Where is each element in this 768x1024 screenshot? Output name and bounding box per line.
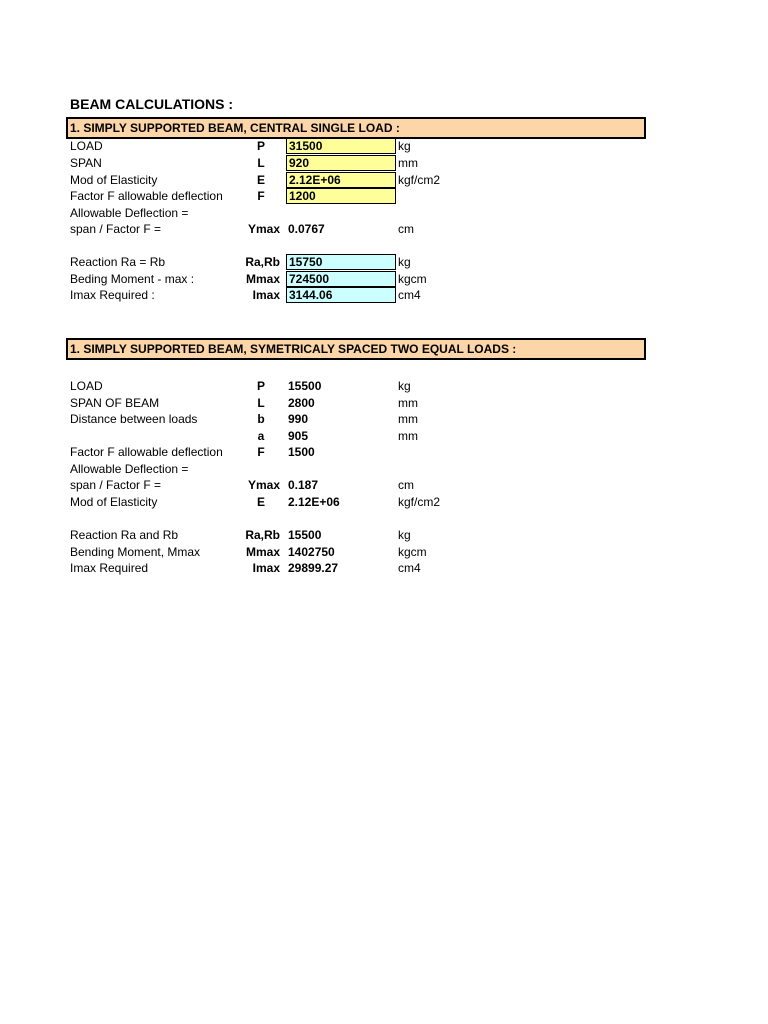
row-symbol: Ymax [247, 478, 280, 492]
span-input-cell[interactable]: 920 [286, 155, 396, 171]
row-unit: cm [398, 478, 414, 492]
row-unit: mm [398, 156, 418, 170]
row-symbol: P [256, 139, 265, 153]
row-symbol: a [257, 429, 265, 443]
s2-row-reaction [0, 527, 768, 543]
row-label: SPAN OF BEAM [70, 396, 160, 410]
page-title: BEAM CALCULATIONS : [70, 96, 234, 112]
imax-result-cell[interactable]: 3144.06 [286, 287, 396, 303]
row-unit: mm [398, 429, 418, 443]
row-unit: kg [398, 139, 411, 153]
row-label: Factor F allowable deflection [70, 445, 223, 459]
row-label: Distance between loads [70, 412, 198, 426]
ymax-value: 0.0767 [288, 222, 325, 236]
s1-row-ymax [0, 221, 768, 237]
s2-row-imax [0, 560, 768, 576]
row-symbol: Mmax [245, 545, 280, 559]
reaction-value: 15500 [288, 528, 322, 542]
row-label: span / Factor F = [70, 222, 162, 236]
row-label: Reaction Ra = Rb [70, 255, 166, 269]
row-unit: mm [398, 412, 418, 426]
load-input-cell[interactable]: 31500 [286, 138, 396, 154]
row-label: Bending Moment, Mmax [70, 545, 201, 559]
row-label: Factor F allowable deflection [70, 189, 223, 203]
span-value[interactable]: 2800 [288, 396, 315, 410]
row-unit: mm [398, 396, 418, 410]
row-symbol: F [257, 189, 265, 203]
s1-row-elasticity [0, 172, 768, 188]
row-label: Reaction Ra and Rb [70, 528, 179, 542]
imax-value: 29899.27 [288, 561, 339, 575]
s2-row-a [0, 428, 768, 444]
row-label: Mod of Elasticity [70, 495, 158, 509]
reaction-result-cell[interactable]: 15750 [286, 254, 396, 270]
row-label: Imax Required : [70, 288, 155, 302]
row-symbol: Ra,Rb [245, 255, 280, 269]
row-unit: kg [398, 255, 411, 269]
s2-row-elasticity [0, 494, 768, 510]
row-label: Allowable Deflection = [70, 462, 189, 476]
row-unit: cm4 [398, 561, 421, 575]
row-symbol: L [257, 396, 265, 410]
a-value[interactable]: 905 [288, 429, 309, 443]
row-symbol: Ymax [247, 222, 280, 236]
row-label: Imax Required [70, 561, 149, 575]
s1-row-load [0, 138, 768, 154]
s2-row-distance [0, 411, 768, 427]
row-label: LOAD [70, 379, 103, 393]
factor-input-cell[interactable]: 1200 [286, 188, 396, 204]
row-unit: cm4 [398, 288, 421, 302]
s2-row-load [0, 378, 768, 394]
s2-row-moment [0, 544, 768, 560]
row-symbol: P [256, 379, 265, 393]
row-unit: kgcm [398, 545, 427, 559]
row-symbol: Ra,Rb [245, 528, 280, 542]
s2-row-factor [0, 444, 768, 460]
s2-row-span [0, 395, 768, 411]
load-value[interactable]: 15500 [288, 379, 322, 393]
s1-row-allowable [0, 205, 768, 221]
row-unit: kgcm [398, 272, 427, 286]
row-symbol: b [257, 412, 265, 426]
elasticity-value[interactable]: 2.12E+06 [288, 495, 340, 509]
s1-row-reaction [0, 254, 768, 270]
row-unit: kgf/cm2 [398, 173, 441, 187]
row-unit: kg [398, 379, 411, 393]
row-symbol: F [257, 445, 265, 459]
row-label: SPAN [70, 156, 102, 170]
row-symbol: E [256, 173, 265, 187]
distance-value[interactable]: 990 [288, 412, 309, 426]
s1-row-imax [0, 287, 768, 303]
row-label: LOAD [70, 139, 103, 153]
row-symbol: L [257, 156, 265, 170]
s2-row-allowable [0, 461, 768, 477]
row-symbol: Imax [252, 561, 280, 575]
section1-header: 1. SIMPLY SUPPORTED BEAM, CENTRAL SINGLE LOAD : [66, 117, 646, 139]
moment-value: 1402750 [288, 545, 335, 559]
moment-result-cell[interactable]: 724500 [286, 271, 396, 287]
s2-row-ymax [0, 477, 768, 493]
s1-row-span [0, 155, 768, 171]
row-symbol: Mmax [245, 272, 280, 286]
elasticity-input-cell[interactable]: 2.12E+06 [286, 172, 396, 188]
row-symbol: E [256, 495, 265, 509]
factor-value[interactable]: 1500 [288, 445, 315, 459]
row-label: Allowable Deflection = [70, 206, 189, 220]
row-unit: kgf/cm2 [398, 495, 441, 509]
s1-row-moment [0, 271, 768, 287]
s1-row-factor [0, 188, 768, 204]
ymax-value: 0.187 [288, 478, 319, 492]
row-label: Beding Moment - max : [70, 272, 195, 286]
row-symbol: Imax [252, 288, 280, 302]
row-unit: cm [398, 222, 414, 236]
section2-header: 1. SIMPLY SUPPORTED BEAM, SYMETRICALY SPACED TWO EQUAL LOADS : [66, 338, 646, 360]
row-label: span / Factor F = [70, 478, 162, 492]
row-unit: kg [398, 528, 411, 542]
row-label: Mod of Elasticity [70, 173, 158, 187]
